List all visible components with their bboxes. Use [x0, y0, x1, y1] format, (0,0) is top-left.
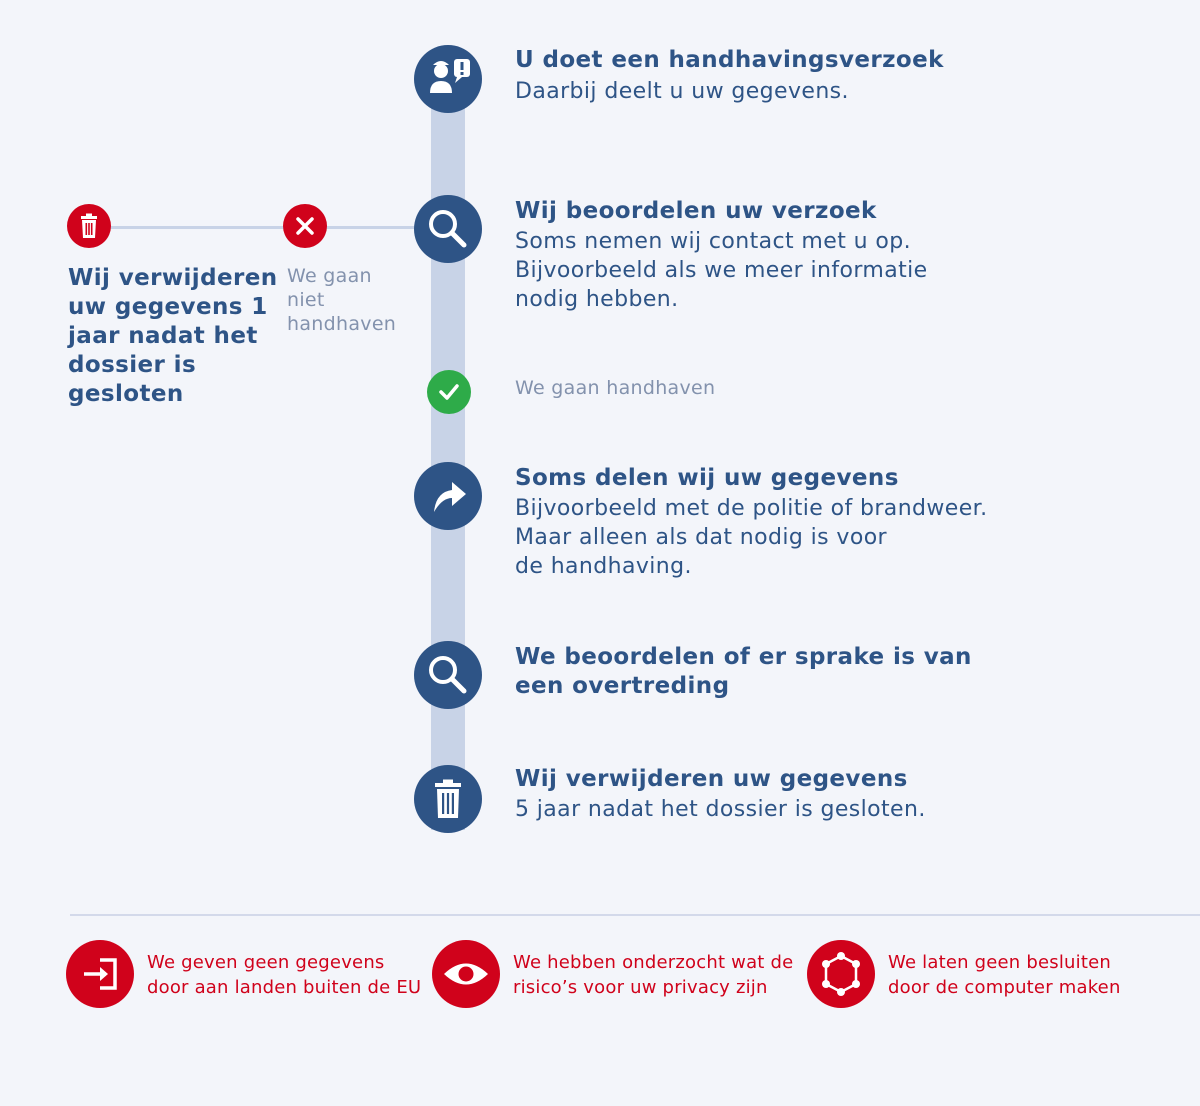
person-alert-icon — [422, 53, 474, 105]
footer-divider — [70, 914, 1200, 916]
step-4-node — [414, 641, 482, 709]
branch-line — [90, 226, 435, 229]
step-5-node — [414, 765, 482, 833]
magnifier-icon — [424, 651, 472, 699]
footer-item-1-icon — [66, 940, 134, 1008]
step-3-title: Soms delen wij uw gegevens — [515, 465, 899, 491]
footer-item-3-text: We laten geen besluiten door de computer maken — [888, 952, 1121, 998]
footer-item-2-text: We hebben onderzocht wat de risico’s voor uw privacy zijn — [513, 952, 794, 998]
step-1-title: U doet een handhavingsverzoek — [515, 47, 944, 73]
step-4-title: We beoordelen of er sprake is van een overtreding — [515, 644, 972, 699]
no-branch-label: We gaan niet handhaven — [287, 265, 397, 335]
footer-item-2-icon — [432, 940, 500, 1008]
trash-icon — [432, 779, 464, 819]
step-2-description: Soms nemen wij contact met u op. Bijvoorbeeld als we meer informatie nodig hebben. — [515, 229, 928, 312]
no-branch-result: Wij verwijderen uw gegevens 1 jaar nadat het dossier is gesloten — [68, 265, 278, 407]
step-3-node — [414, 462, 482, 530]
magnifier-icon — [424, 205, 472, 253]
step-2-node — [414, 195, 482, 263]
step-3-description: Bijvoorbeeld met de politie of brandweer. Maar alleen als dat nodig is voor de handhaving. — [515, 496, 988, 579]
close-icon — [293, 214, 317, 238]
no-branch-node — [283, 204, 327, 248]
step-1-node — [414, 45, 482, 113]
step-5-description: 5 jaar nadat het dossier is gesloten. — [515, 797, 926, 822]
exit-arrow-icon — [80, 957, 120, 991]
footer-item-3-icon — [807, 940, 875, 1008]
network-icon — [818, 951, 864, 997]
no-branch-delete-node — [67, 204, 111, 248]
yes-branch-node — [427, 370, 471, 414]
yes-branch-label: We gaan handhaven — [515, 377, 716, 399]
share-arrow-icon — [426, 474, 470, 518]
check-icon — [437, 380, 461, 404]
step-5-title: Wij verwijderen uw gegevens — [515, 766, 908, 792]
eye-icon — [441, 959, 491, 989]
footer-item-1-text: We geven geen gegevens door aan landen buiten de EU — [147, 952, 422, 998]
step-1-description: Daarbij deelt u uw gegevens. — [515, 79, 849, 104]
trash-icon — [77, 213, 101, 239]
step-2-title: Wij beoordelen uw verzoek — [515, 198, 877, 224]
